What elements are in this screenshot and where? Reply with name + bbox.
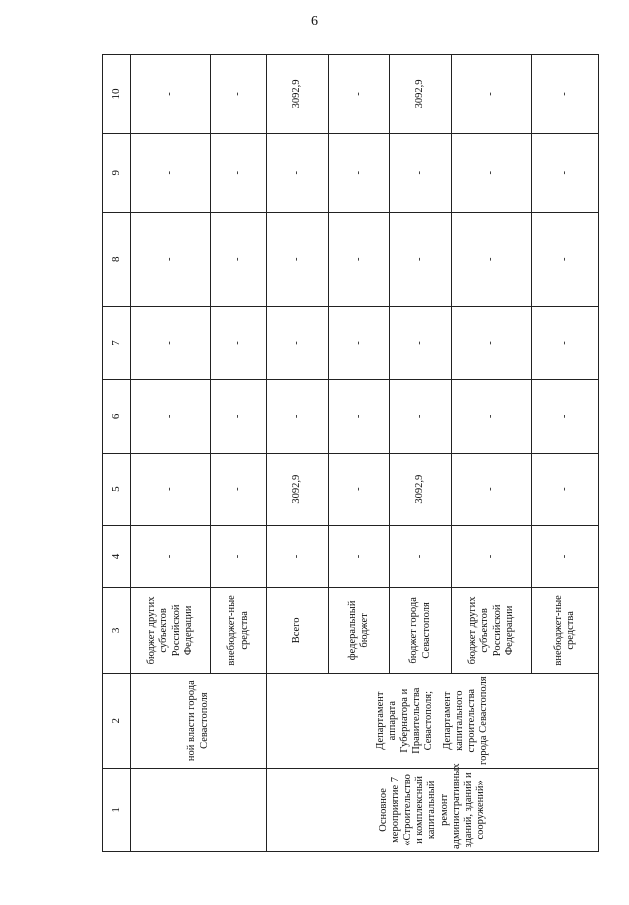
cell-value: -: [532, 306, 599, 379]
cell-value: -: [131, 380, 211, 453]
cell-value: -: [532, 212, 599, 306]
cell-value: -: [390, 133, 452, 212]
rotated-table-container: [102, 54, 599, 852]
column-header: 4: [103, 525, 131, 587]
cell-value: -: [131, 133, 211, 212]
cell-col1: [131, 768, 267, 851]
cell-value: -: [452, 380, 532, 453]
responsible-dept-2: Департамент капитального строительства города Севастополя: [441, 676, 489, 765]
cell-source: внебюджет-ные средства: [532, 588, 599, 673]
cell-value: 3092,9: [267, 55, 329, 134]
cell-value: -: [329, 525, 390, 587]
cell-value: -: [211, 380, 267, 453]
cell-source: бюджет других субъектов Российской Федерации: [452, 588, 532, 673]
column-header: 10: [103, 55, 131, 134]
cell-value: -: [329, 212, 390, 306]
column-header: 5: [103, 453, 131, 525]
cell-value: -: [211, 212, 267, 306]
cell-source: бюджет города Севастополя: [390, 588, 452, 673]
cell-value: 3092,9: [267, 453, 329, 525]
cell-value: -: [390, 380, 452, 453]
cell-value: -: [267, 380, 329, 453]
column-header: 1: [103, 768, 131, 851]
header-row: [103, 55, 131, 852]
responsible-dept-1: Департамент аппарата Губернатора и Правительства Севастополя;: [375, 687, 435, 754]
cell-activity: Основное мероприятие 7 «Строительство и комплексный капитальный ремонт административных зданий, зданий и сооружений»: [267, 768, 599, 851]
cell-value: -: [390, 306, 452, 379]
column-header: 7: [103, 306, 131, 379]
funding-table: [102, 54, 599, 852]
cell-value: -: [131, 525, 211, 587]
cell-value: -: [267, 133, 329, 212]
column-header: 9: [103, 133, 131, 212]
cell-value: -: [329, 453, 390, 525]
cell-value: 3092,9: [390, 453, 452, 525]
cell-value: -: [329, 306, 390, 379]
cell-source: федеральный бюджет: [329, 588, 390, 673]
cell-value: -: [532, 525, 599, 587]
cell-value: -: [452, 306, 532, 379]
cell-source: Всего: [267, 588, 329, 673]
cell-value: -: [211, 55, 267, 134]
column-header: 6: [103, 380, 131, 453]
page-number: 6: [311, 14, 318, 29]
column-header: 2: [103, 673, 131, 768]
cell-value: -: [131, 212, 211, 306]
cell-value: -: [390, 525, 452, 587]
cell-value: -: [532, 55, 599, 134]
cell-value: -: [267, 306, 329, 379]
column-header: 8: [103, 212, 131, 306]
cell-value: -: [532, 453, 599, 525]
cell-value: -: [452, 55, 532, 134]
cell-value: -: [211, 525, 267, 587]
table-row: [131, 55, 211, 852]
cell-value: -: [532, 133, 599, 212]
cell-value: -: [452, 453, 532, 525]
cell-value: -: [532, 380, 599, 453]
cell-value: -: [329, 55, 390, 134]
cell-value: -: [390, 212, 452, 306]
cell-source: бюджет других субъектов Российской Федерации: [131, 588, 211, 673]
cell-value: -: [211, 453, 267, 525]
cell-value: -: [329, 380, 390, 453]
cell-value: -: [211, 306, 267, 379]
cell-value: -: [452, 212, 532, 306]
cell-value: -: [211, 133, 267, 212]
cell-value: -: [267, 212, 329, 306]
cell-value: -: [452, 525, 532, 587]
cell-responsible: ной власти города Севастополя: [131, 673, 267, 768]
cell-value: -: [131, 55, 211, 134]
cell-value: -: [131, 453, 211, 525]
cell-value: -: [131, 306, 211, 379]
column-header: 3: [103, 588, 131, 673]
cell-source: внебюджет-ные средства: [211, 588, 267, 673]
cell-value: -: [267, 525, 329, 587]
table-row: [267, 55, 329, 852]
cell-value: 3092,9: [390, 55, 452, 134]
cell-responsible: [267, 673, 599, 768]
cell-value: -: [452, 133, 532, 212]
cell-value: -: [329, 133, 390, 212]
